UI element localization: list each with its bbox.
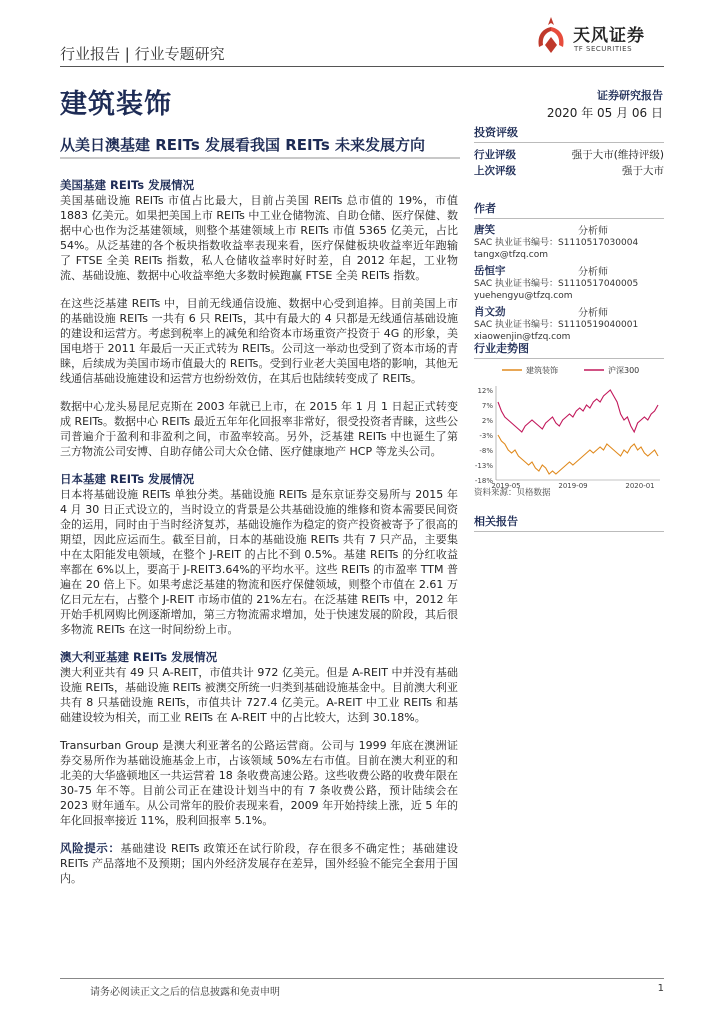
author-block bbox=[474, 222, 664, 261]
author-name: 唐笑 bbox=[474, 224, 495, 236]
report-title: 从美日澳基建 REITs 发展看我国 REITs 未来发展方向 bbox=[60, 136, 425, 154]
y-tick-label: -13% bbox=[474, 462, 493, 470]
author-cert: SAC 执业证书编号：S1110517030004 bbox=[474, 238, 639, 248]
industry-name: 建筑装饰 bbox=[60, 89, 172, 120]
rating-value: 强于大市(维持评级) bbox=[571, 148, 664, 161]
risk-warning bbox=[60, 841, 458, 886]
x-tick-label: 2019-05 bbox=[491, 482, 521, 490]
y-tick-label: 12% bbox=[477, 387, 493, 395]
author-name: 岳恒宇 bbox=[474, 265, 506, 277]
trend-chart bbox=[474, 362, 664, 490]
author-cert: SAC 执业证书编号：S1110517040005 bbox=[474, 279, 639, 289]
y-tick-label: -18% bbox=[474, 477, 493, 485]
rating-heading: 投资评级 bbox=[474, 124, 664, 143]
legend-label: 沪深300 bbox=[608, 366, 640, 375]
risk-label: 风险提示： bbox=[60, 841, 121, 855]
logo-text-cn: 天风证券 bbox=[573, 26, 645, 46]
author-cert: SAC 执业证书编号：S1110519040001 bbox=[474, 320, 639, 330]
footer-disclaimer[interactable]: 请务必阅读正文之后的信息披露和免责申明 bbox=[90, 987, 280, 998]
author-email[interactable]: xiaowenjin@tfzq.com bbox=[474, 332, 571, 342]
title-divider bbox=[60, 157, 460, 159]
author-email[interactable]: tangx@tfzq.com bbox=[474, 250, 549, 260]
rating-key: 行业评级 bbox=[474, 148, 516, 161]
trend-chart-section bbox=[474, 340, 664, 494]
author-block bbox=[474, 263, 664, 302]
sidebar bbox=[474, 124, 664, 343]
logo-mark-icon bbox=[533, 15, 569, 55]
paragraph: Transurban Group 是澳大利亚著名的公路运营商。公司与 1999 年底在澳洲证券交易所作为基础设施基金上市，占该领域 50%左右市值。目前在澳大利亚的和北美的大华盛顿地区一共运营着 18 条收费高速公路。这些收费公路的收费年限在 30-75 年不等。目前公司正在建设计划当中的有 7 条收费公路，预计陆续会在 2023 财年通车。从公司常年的股价表现来看，2009 年开始持续上涨，近 5 年的年化回报率接近 11%，股利回报率 5.1%。 bbox=[60, 739, 458, 827]
paragraph: 日本将基础设施 REITs 单独分类。基础设施 REITs 是东京证券交易所与 2015 年 4 月 30 日正式设立的，当时设立的背景是公共基础设施的维修和资本需要民间资金的运用，同时由于当时经济复苏，基础设施作为稳定的资产投资被寄予了很高的期望，因此应运而生。截至目前，日本的基础设施 REITs 共有 7 只产品，主要集中在太阳能发电领域，在整个 J-REIT 的占比不到 0.5%。基建 REITs 的分红收益率都在 6%以上，要高于 J-REIT3.64%的平均水平。这些 REITs 的市盈率 TTM 普遍在 20 倍上下。如果考虑泛基建的物流和医疗保健领域，则整个市值在 2.61 万亿日元左右，占整个 J-REIT 市场市值的 21%左右。在泛基建 REITs 中，2012 年开始手机网购比例逐渐增加，第三方物流需求增加，处于快速发展的阶段，其后很多物流 REITs 在这一时间纷纷上市。 bbox=[60, 488, 458, 636]
section-heading: 日本基建 REITs 发展情况 bbox=[60, 472, 195, 486]
paragraph: 美国基础设施 REITs 市值占比最大，目前占美国 REITs 总市值的 19%，市值 1883 亿美元。如果把美国上市 REITs 中工业仓储物流、自助仓储、医疗保健、数据中心也作为泛基建领域，则整个基建领域上市 REITs 市值 5365 亿美元，占比 54%。从泛基建的各个板块指数收益率表现来看，医疗保健板块收益率近年跑输了 FTSE 全美 REITs 指数，私人仓储收益率时好时差，自 2012 年起，工业物流、基础设施、数据中心收益率绝大多数时候跑赢 FTSE 全美 REITs 指数。 bbox=[60, 194, 458, 282]
header-divider bbox=[60, 66, 664, 67]
chart-source: 资料来源：贝格数据 bbox=[474, 488, 551, 498]
rating-row bbox=[474, 162, 664, 178]
rating-value: 强于大市 bbox=[622, 164, 664, 177]
x-tick-label: 2019-09 bbox=[558, 482, 588, 490]
y-tick-label: -8% bbox=[479, 447, 493, 455]
author-role: 分析师 bbox=[578, 267, 608, 278]
series-line bbox=[498, 390, 658, 432]
section-heading: 美国基建 REITs 发展情况 bbox=[60, 178, 195, 192]
section-us bbox=[60, 178, 458, 459]
related-heading: 相关报告 bbox=[474, 513, 664, 532]
page-number: 1 bbox=[657, 983, 664, 994]
report-date: 2020 年 05 月 06 日 bbox=[546, 106, 663, 120]
author-block bbox=[474, 304, 664, 343]
section-australia bbox=[60, 650, 458, 828]
footer-divider bbox=[60, 978, 664, 979]
rating-row bbox=[474, 146, 664, 162]
series-line bbox=[498, 435, 658, 474]
paragraph: 在这些泛基建 REITs 中，目前无线通信设施、数据中心受到追捧。目前美国上市的基础设施 REITs 一共有 6 只 REITs，其中有最大的 4 只都是无线通信基础设施的建设和运营方。考虑到税率上的减免和给资本市场重资产投资于 4G 的形象，美国电塔于 2011 年最后一天正式转为 REITs。公司这一举动也受到了资本市场的青睐，后续成为美国市场市值最大的 REITs。受到行业老大美国电塔的影响，其他无线通信基础设施建设和运营方也纷纷效仿，在其后也陆续转变成了 REITs。 bbox=[60, 297, 458, 385]
paragraph: 澳大利亚共有 49 只 A-REIT，市值共计 972 亿美元。但是 A-REIT 中并没有基础设施 REITs，基础设施 REITs 被澳交所统一归类到基础设施基金中。目前澳大利亚共有 8 只基础设施 REITs，市值共计 727.4 亿美元。A-REIT 中工业 REITs 和基础建设较为相关，而工业 REITs 在 A-REIT 中的占比较大，达到 30.18%。 bbox=[60, 666, 458, 724]
paragraph: 数据中心龙头易昆尼克斯在 2003 年就已上市，在 2015 年 1 月 1 日起正式转变成 REITs。数据中心 REITs 最近五年年化回报率非常好，很受投资者青睐，这些公司普遍介于盈利和非盈利之间，市盈率较高。另外，泛基建 REITs 中也诞生了第三方物流公司安博、自助存储公司大众仓储、医疗健康地产 HCP 等龙头公司。 bbox=[60, 400, 458, 458]
y-tick-label: 2% bbox=[481, 417, 493, 425]
report-category: 行业报告 | 行业专题研究 bbox=[60, 45, 225, 63]
rating-key: 上次评级 bbox=[474, 164, 516, 177]
y-tick-label: 7% bbox=[481, 402, 493, 410]
section-heading: 澳大利亚基建 REITs 发展情况 bbox=[60, 650, 218, 664]
author-email[interactable]: yuehengyu@tfzq.com bbox=[474, 291, 573, 301]
risk-text: 基础建设 REITs 政策还在试行阶段，存在很多不确定性；基础建设 REITs 产品落地不及预期；国内外经济发展存在差异，国外经验不能完全套用于国内。 bbox=[60, 842, 458, 885]
author-name: 肖文劲 bbox=[474, 306, 506, 318]
x-tick-label: 2020-01 bbox=[625, 482, 655, 490]
main-content bbox=[60, 178, 458, 899]
report-type: 证券研究报告 bbox=[597, 89, 663, 102]
legend-label: 建筑装饰 bbox=[526, 366, 558, 375]
authors-heading: 作者 bbox=[474, 200, 664, 219]
section-japan bbox=[60, 472, 458, 637]
logo-text-en: TF SECURITIES bbox=[574, 45, 633, 53]
y-tick-label: -3% bbox=[479, 432, 493, 440]
trend-heading: 行业走势图 bbox=[474, 340, 664, 359]
author-role: 分析师 bbox=[578, 308, 608, 319]
related-reports bbox=[474, 513, 664, 535]
company-logo bbox=[533, 15, 673, 65]
author-role: 分析师 bbox=[578, 226, 608, 237]
